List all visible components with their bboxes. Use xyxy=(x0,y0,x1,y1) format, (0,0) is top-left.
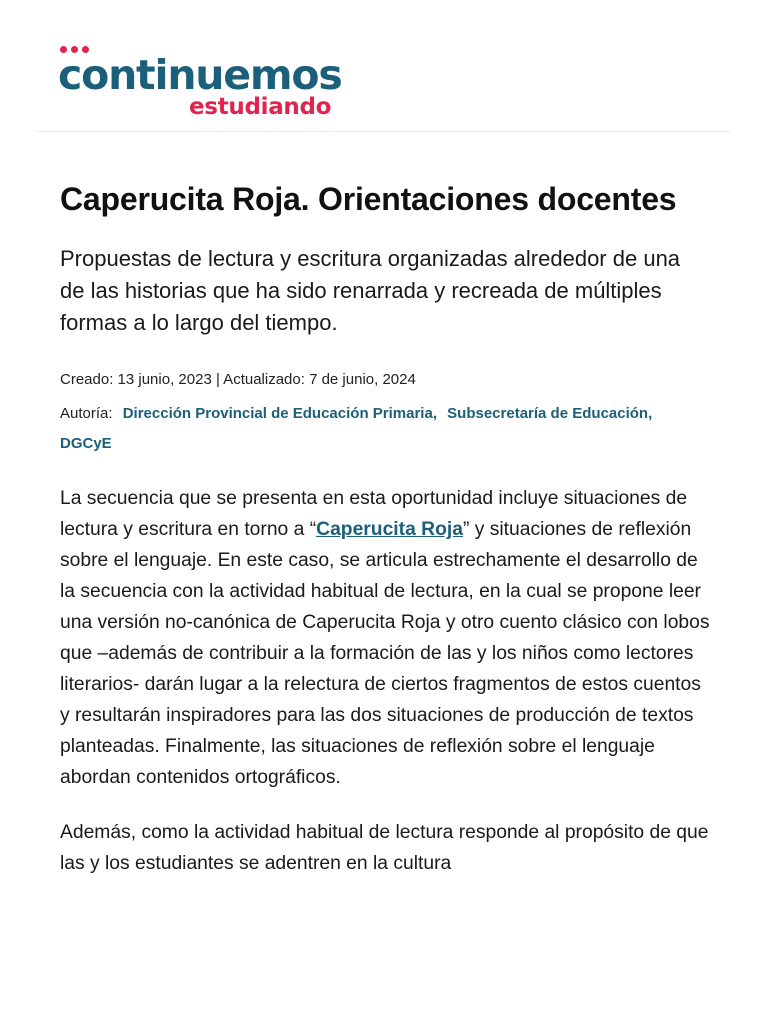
logo-primary-text: continuemos xyxy=(58,51,342,99)
article-content xyxy=(60,179,710,879)
article-dates: Creado: 13 junio, 2023 | Actualizado: 7 de junio, 2024 xyxy=(60,371,416,388)
body-paragraph: Además, como la actividad habitual de lectura responde al propósito de que las y los estudiantes se adentren en la cultura xyxy=(60,822,709,874)
author-link-primaria[interactable]: Dirección Provincial de Educación Primaria, xyxy=(122,405,437,422)
body-paragraph xyxy=(60,483,710,793)
site-logo[interactable] xyxy=(60,46,360,121)
caperucita-roja-link[interactable]: Caperucita Roja xyxy=(316,519,463,540)
article-authors xyxy=(60,399,710,459)
article-subtitle: Propuestas de lectura y escritura organizadas alrededor de una de las historias que ha sido renarrada y recreada de múltiples formas a lo largo del tiempo. xyxy=(60,246,681,335)
author-link-subsecretaria[interactable]: Subsecretaría de Educación, xyxy=(447,405,653,422)
header-divider xyxy=(36,131,730,132)
logo-secondary-text: estudiando xyxy=(189,94,332,120)
site-header xyxy=(0,0,768,133)
author-link-dgcye[interactable]: DGCyE xyxy=(60,435,112,452)
authorship-label: Autoría: xyxy=(60,405,113,422)
paragraph-text: ” y situaciones de reflexión sobre el lenguaje. En este caso, se articula estrechamente el desarrollo de la secuencia con la actividad habitual de lectura, en la cual se propone leer una versión no-canónica de Caperucita Roja y otro cuento clásico con lobos que –además de contribuir a la formación de las y los niños como lectores literarios- darán lugar a la relectura de ciertos fragmentos de estos cuentos y resultarán inspiradores para las dos situaciones de producción de textos planteadas. Finalmente, las situaciones de reflexión sobre el lenguaje abordan contenidos ortográficos. xyxy=(60,519,710,788)
paragraph-text: La secuencia que se presenta en esta oportunidad incluye situaciones de lectura y escritura en torno a “ xyxy=(60,488,688,540)
page-title: Caperucita Roja. Orientaciones docentes xyxy=(60,181,677,217)
